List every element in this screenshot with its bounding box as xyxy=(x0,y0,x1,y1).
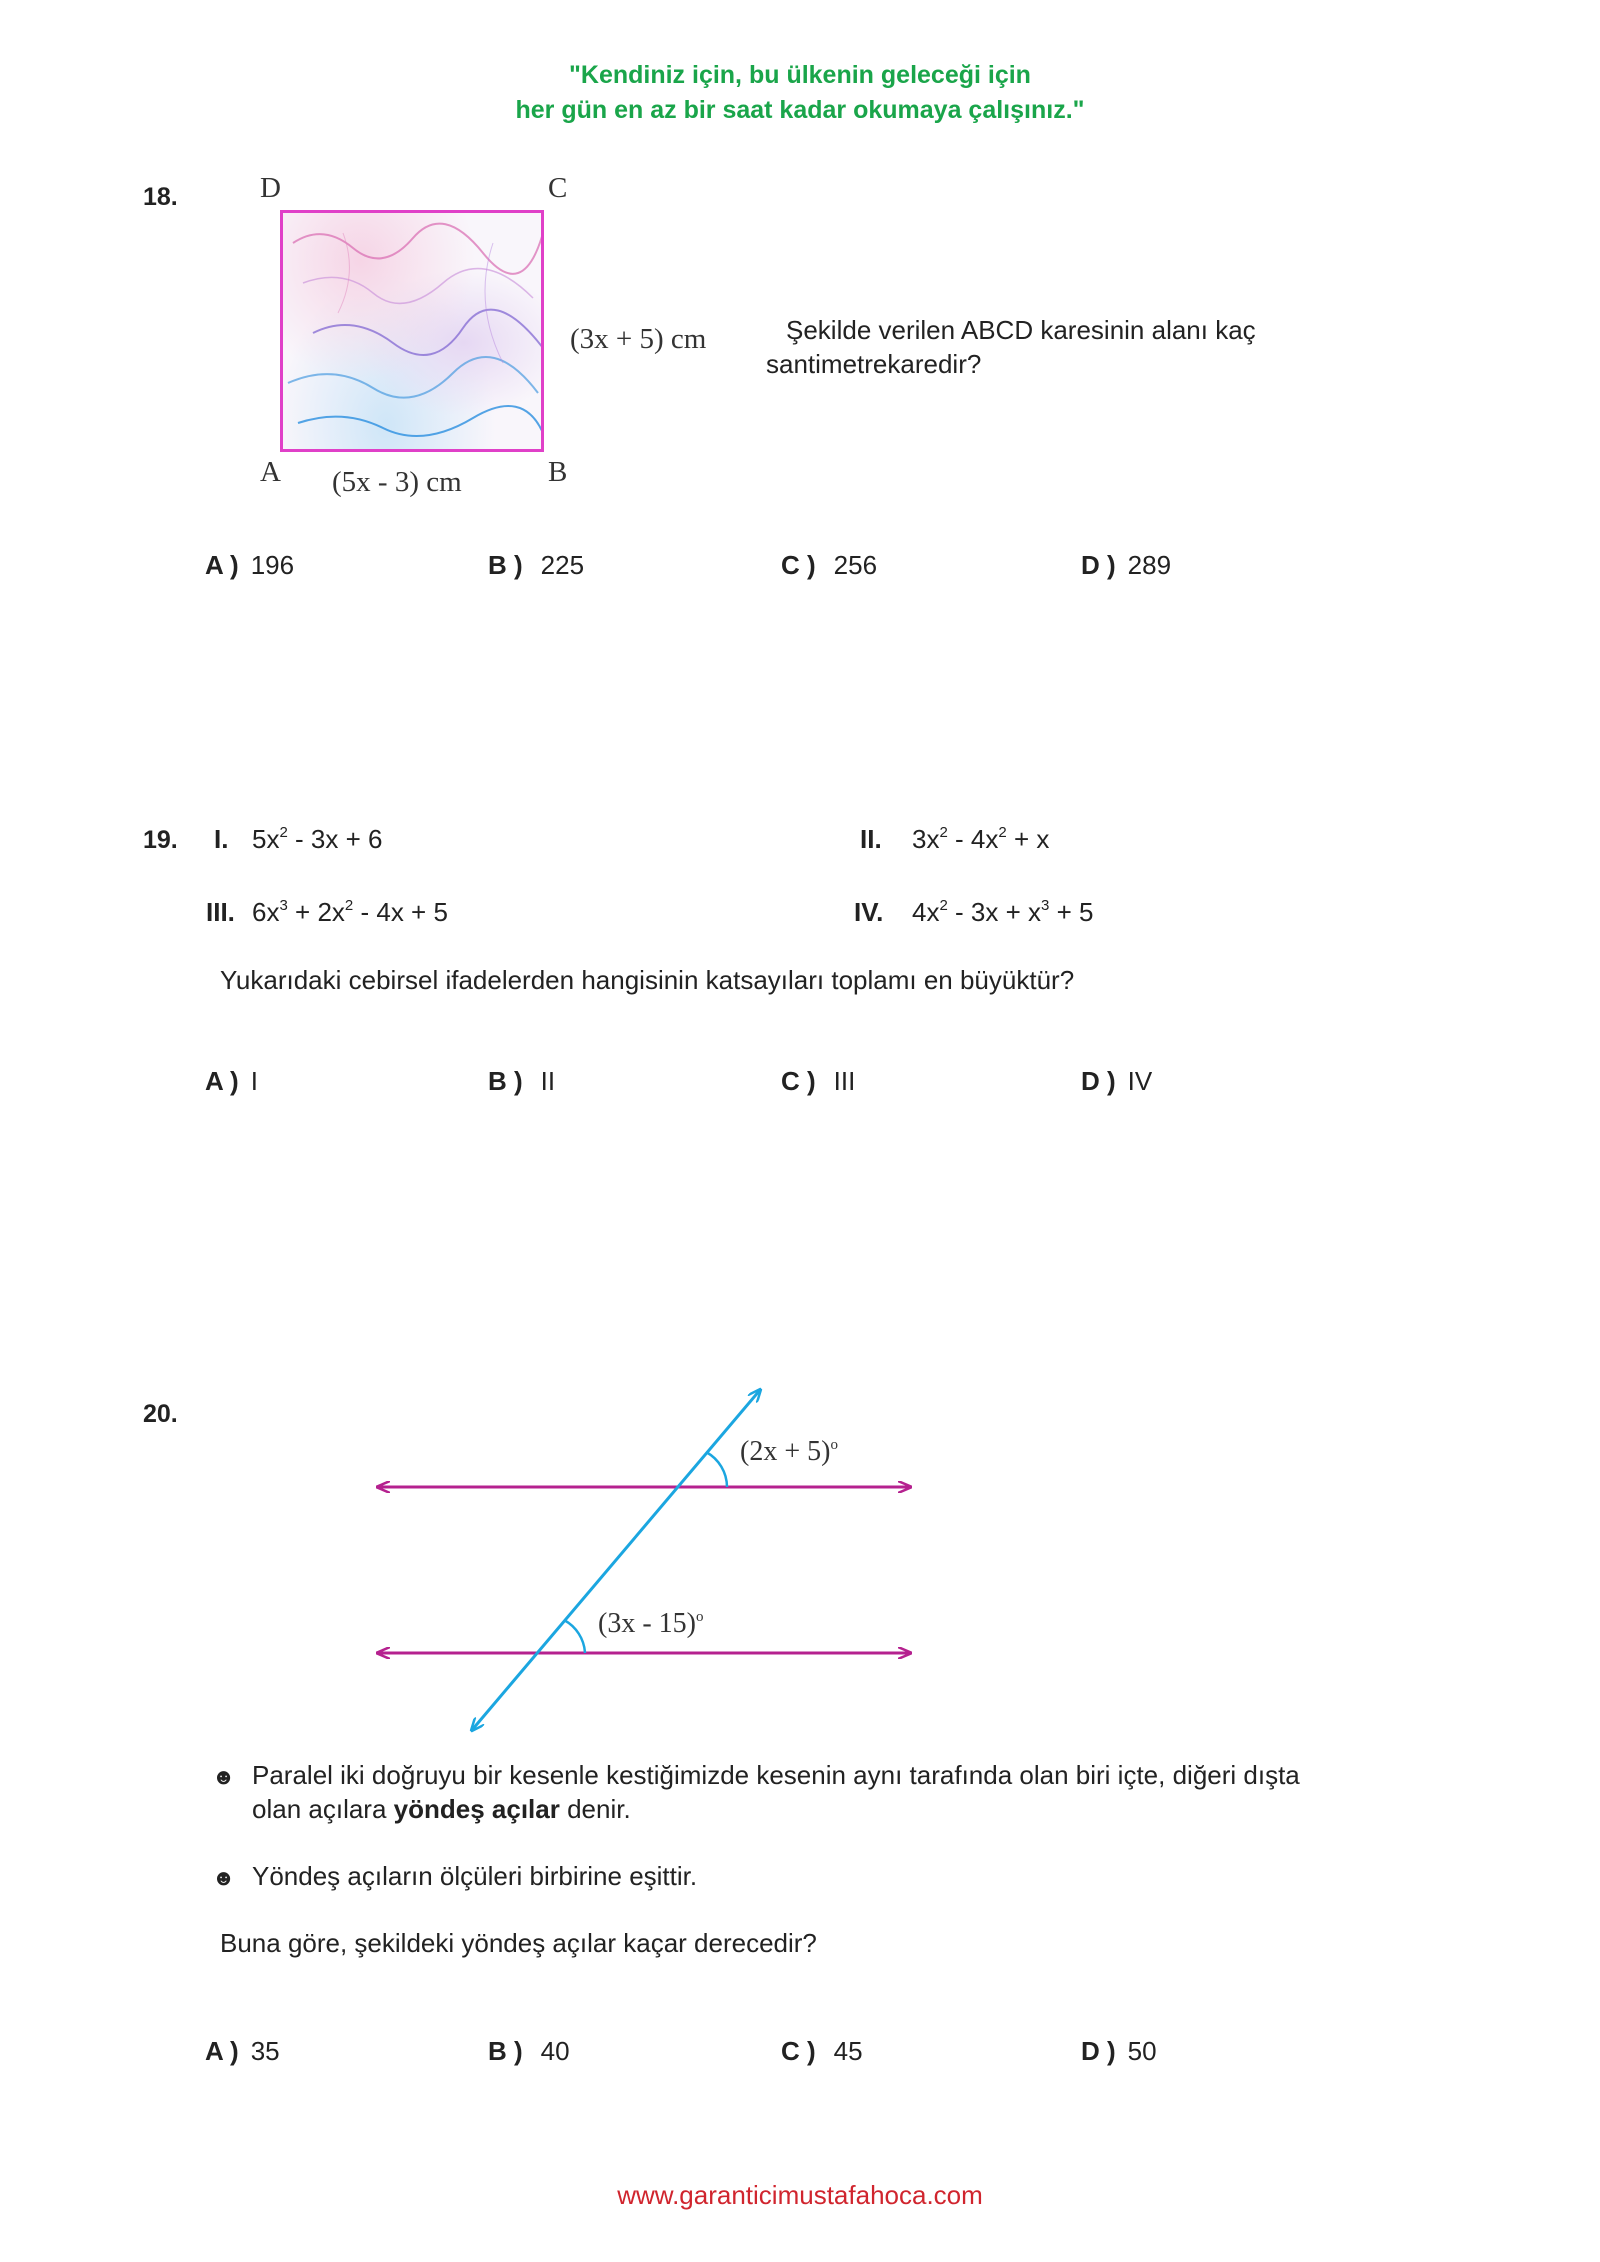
q20-option-c[interactable] xyxy=(781,2036,863,2067)
option-value: 45 xyxy=(833,2036,863,2066)
angle-arc-bottom xyxy=(564,1620,585,1653)
angle-arc-top xyxy=(706,1452,727,1487)
option-letter: D ) xyxy=(1081,550,1116,580)
option-value: 196 xyxy=(250,550,295,580)
question-18-line-1: Şekilde verilen ABCD karesinin alanı kaç xyxy=(786,315,1256,345)
roman-numeral: III. xyxy=(206,897,235,927)
option-value: 289 xyxy=(1127,550,1172,580)
definition-bullet-2: ☻ Yöndeş açıların ölçüleri birbirine eşittir. xyxy=(212,1859,1412,1893)
smiley-bullet-icon: ☻ xyxy=(212,1764,236,1789)
expression-ii: II. $3x^2 - 4x^2 + x$ xyxy=(860,824,1050,854)
vertex-b-label: B xyxy=(548,456,568,488)
option-letter: A ) xyxy=(205,550,239,580)
footer-url-link[interactable]: www.garanticimustafahoca.com xyxy=(617,2180,983,2210)
question-20-text: Buna göre, şekildeki yöndeş açılar kaçar derecedir? xyxy=(220,1928,817,1958)
option-letter: B ) xyxy=(488,1066,523,1096)
option-value: 35 xyxy=(250,2036,280,2066)
right-side-length-label: (3x + 5) cm xyxy=(570,323,707,355)
option-letter: C ) xyxy=(781,550,816,580)
option-value: 225 xyxy=(540,550,585,580)
transversal-line xyxy=(472,1390,760,1730)
option-value: 256 xyxy=(833,550,878,580)
roman-numeral: I. xyxy=(214,824,229,854)
question-19-text: Yukarıdaki cebirsel ifadelerden hangisinin katsayıları toplamı en büyüktür? xyxy=(220,965,1075,995)
option-letter: A ) xyxy=(205,1066,239,1096)
expression-iii: III. $6x^3 + 2x^2 - 4x + 5$ xyxy=(206,897,448,927)
expression-i: I. $5x^2 - 3x + 6$ xyxy=(214,824,383,854)
option-value: 40 xyxy=(540,2036,570,2066)
option-letter: B ) xyxy=(488,2036,523,2066)
question-20-number: 20. xyxy=(143,1400,178,1428)
option-letter: D ) xyxy=(1081,1066,1116,1096)
roman-numeral: IV. xyxy=(854,897,884,927)
vertex-c-label: C xyxy=(548,172,568,204)
quote-line-1: "Kendiniz için, bu ülkenin geleceği için xyxy=(569,61,1031,89)
vertex-a-label: A xyxy=(260,456,281,488)
quote-line-2: her gün en az bir saat kadar okumaya çalışınız." xyxy=(515,96,1085,124)
q20-option-b[interactable] xyxy=(488,2036,570,2067)
q20-option-d[interactable] xyxy=(1081,2036,1157,2067)
angle-label-bottom: (3x - 15)$^o$ xyxy=(598,1608,704,1639)
roman-numeral: II. xyxy=(860,824,882,854)
option-value: I xyxy=(250,1066,258,1096)
option-value: III xyxy=(833,1066,856,1096)
question-19-number: 19. xyxy=(143,826,178,854)
option-letter: D ) xyxy=(1081,2036,1116,2066)
question-18-line-2: santimetrekaredir? xyxy=(766,349,982,379)
q20-option-a[interactable] xyxy=(205,2036,280,2067)
option-letter: C ) xyxy=(781,2036,816,2066)
option-value: IV xyxy=(1127,1066,1153,1096)
smiley-bullet-icon: ☻ xyxy=(212,1865,236,1890)
bottom-side-length-label: (5x - 3) cm xyxy=(332,466,462,498)
option-value: 50 xyxy=(1127,2036,1157,2066)
option-letter: B ) xyxy=(488,550,523,580)
angle-label-top: $(2x + 5)^o$ xyxy=(740,1436,838,1467)
vertex-d-label: D xyxy=(260,172,281,204)
option-value: II xyxy=(540,1066,556,1096)
option-letter: A ) xyxy=(205,2036,239,2066)
option-letter: C ) xyxy=(781,1066,816,1096)
expression-iv: IV. $4x^2 - 3x + x^3 + 5$ xyxy=(854,897,1094,927)
question-18-number: 18. xyxy=(143,183,178,211)
definition-bullet-1: ☻ Paralel iki doğruyu bir kesenle kestiğimizde kesenin aynı tarafında olan biri içte, diğeri dışta olan açılara yöndeş açılar denir. xyxy=(212,1760,1300,1824)
